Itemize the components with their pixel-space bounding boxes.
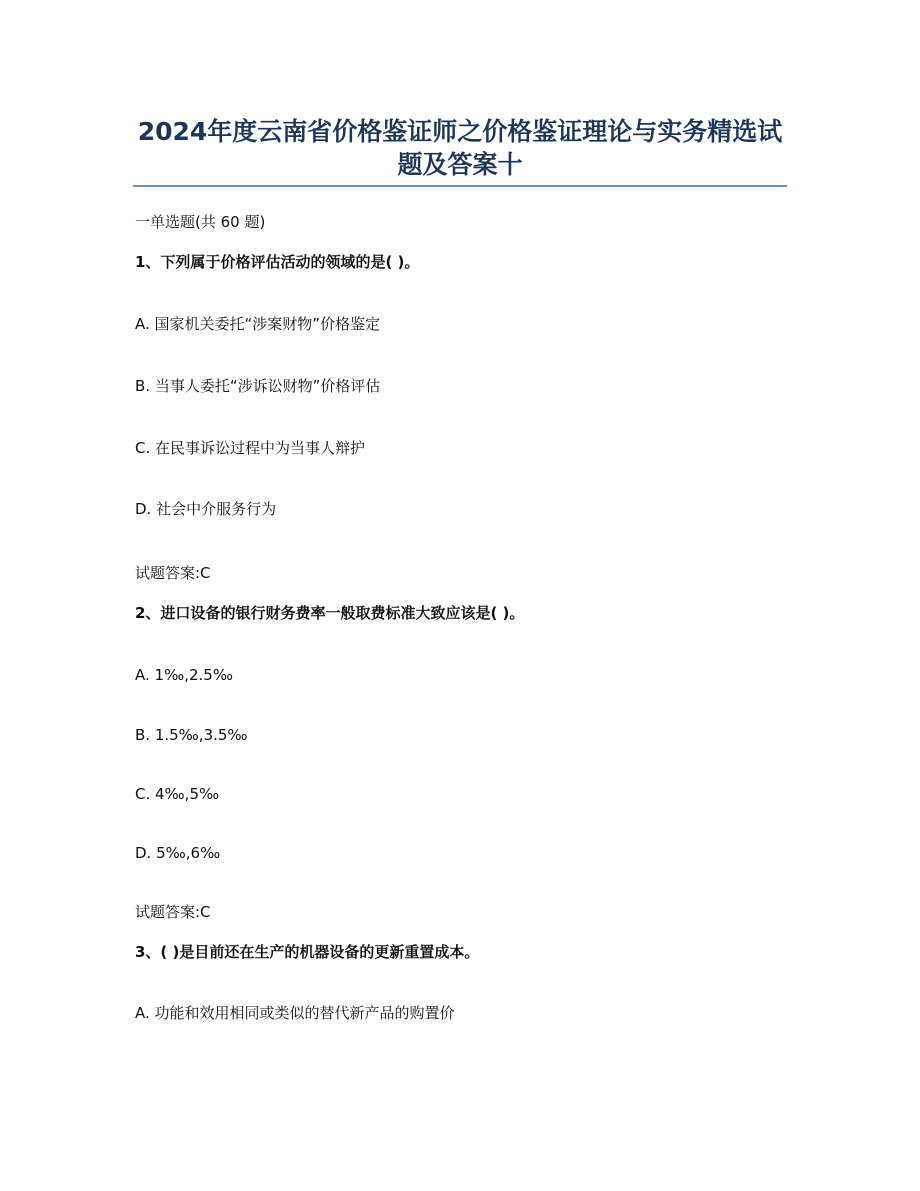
question-1-option-a: A. 国家机关委托“涉案财物”价格鉴定: [135, 315, 381, 333]
question-3-stem: 3、( )是目前还在生产的机器设备的更新重置成本。: [135, 943, 480, 961]
section-heading: 一单选题(共 60 题): [135, 213, 266, 231]
question-1-answer: 试题答案:C: [135, 564, 211, 582]
question-1-option-d: D. 社会中介服务行为: [135, 500, 277, 518]
question-1-option-b: B. 当事人委托“涉诉讼财物”价格评估: [135, 377, 381, 395]
title-line-1: 2024年度云南省价格鉴证师之价格鉴证理论与实务精选试: [137, 117, 783, 146]
question-1-option-c: C. 在民事诉讼过程中为当事人辩护: [135, 439, 366, 457]
question-3-option-a: A. 功能和效用相同或类似的替代新产品的购置价: [135, 1004, 455, 1022]
question-2-option-d: D. 5‰,6‰: [135, 844, 221, 862]
question-2-answer: 试题答案:C: [135, 903, 211, 921]
title-line-2: 题及答案十: [397, 150, 523, 179]
question-2-option-b: B. 1.5‰,3.5‰: [135, 726, 248, 744]
question-2-option-a: A. 1‰,2.5‰: [135, 666, 233, 684]
question-1-stem: 1、下列属于价格评估活动的领域的是( )。: [135, 253, 420, 271]
question-2-stem: 2、进口设备的银行财务费率一般取费标准大致应该是( )。: [135, 604, 525, 622]
question-2-option-c: C. 4‰,5‰: [135, 785, 220, 803]
title-divider: [133, 185, 787, 187]
